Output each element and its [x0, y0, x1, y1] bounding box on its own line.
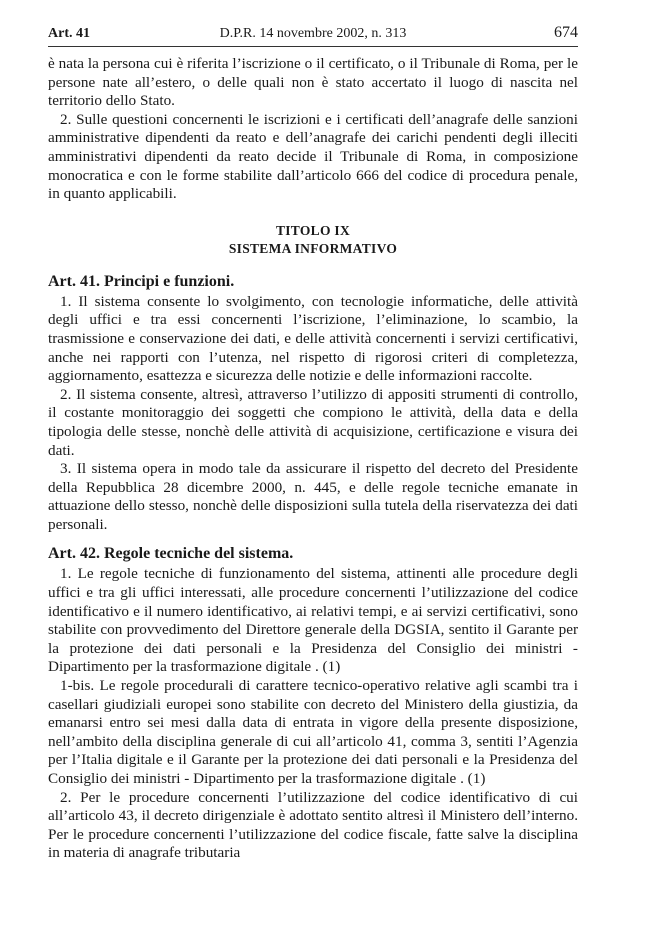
article-42-heading: Art. 42. Regole tecniche del sistema.	[48, 545, 294, 563]
header-article-ref: Art. 41	[48, 26, 90, 41]
document-body	[48, 55, 578, 863]
title-number: TITOLO IX	[275, 222, 351, 238]
article-41-paragraph-2: 2. Il sistema consente, altresì, attraverso l’utilizzo di appositi strumenti di controllo, il costante monitoraggio dei soggetti che compiono le attività, della data e della tipologia delle stesse, nonchè delle attività di acquisizione, certificazione e visura dei dati.	[48, 385, 578, 459]
article-42-paragraph-1-bis: 1-bis. Le regole procedurali di carattere tecnico-operativo relative agli scambi tra i casellari giudiziali europei sono stabilite con decreto del Ministero della giustizia, da emanarsi entro sei mesi dalla data di entrata in vigore della presente disposizione, nell’ambito della disciplina generale di cui all’articolo 41, comma 3, sentiti l’Agenzia per l’Italia digitale e il Garante per la protezione dei dati personali e la Presidenza del Consiglio dei ministri - Dipartimento per la trasformazione digitale . (1)	[48, 677, 578, 787]
document-page	[48, 24, 578, 863]
article-41-heading: Art. 41. Principi e funzioni.	[48, 272, 235, 290]
continuation-paragraph: è nata la persona cui è riferita l’iscrizione o il certificato, o il Tribunale di Roma, per le persone nate all’estero, o delle quali non è stato accertato il luogo di nascita nel territorio dello Stato.	[48, 55, 578, 110]
running-header	[48, 24, 578, 47]
continuation-paragraph: 2. Sulle questioni concernenti le iscrizioni e i certificati dell’anagrafe delle sanzioni amministrative dipendenti da reato e dell’anagrafe dei carichi pendenti degli illeciti amministrativi dipendenti da reato decide il Tribunale di Roma, in composizione monocratica e con le forme stabilite dall’articolo 666 del codice di procedura penale, in quanto applicabili.	[48, 110, 578, 203]
article-41-paragraph-3: 3. Il sistema opera in modo tale da assicurare il rispetto del decreto del Presidente della Repubblica 28 dicembre 2000, n. 445, e delle regole tecniche emanate in attuazione dello stesso, nonchè delle disposizioni sulla tutela della riservatezza dei dati personali.	[48, 460, 578, 533]
title-block	[48, 222, 578, 258]
article-42-paragraph-1: 1. Le regole tecniche di funzionamento del sistema, attinenti alle procedure degli uffici e tra gli uffici interessati, alle procedure concernenti l’utilizzazione del codice identificativo e il numero identificativo, ai relativi tempi, e ai servizi certificativi, sono stabilite con provvedimento del Direttore generale della DGSIA, sentito il Garante per la protezione dei dati personali e la Presidenza del Consiglio dei ministri - Dipartimento per la trasformazione digitale . (1)	[48, 565, 578, 676]
article-42-paragraph-2: 2. Per le procedure concernenti l’utilizzazione del codice identificativo di cui all’articolo 43, il decreto dirigenziale è adottato sentito altresì il Ministero dell’interno. Per le procedure concernenti l’utilizzazione del codice fiscale, fatte salve la disciplina in materia di anagrafe tributaria	[48, 788, 578, 862]
title-name: SISTEMA INFORMATIVO	[228, 240, 398, 256]
page-number: 674	[554, 24, 578, 41]
header-decree-title: D.P.R. 14 novembre 2002, n. 313	[219, 26, 407, 41]
article-41-paragraph-1: 1. Il sistema consente lo svolgimento, con tecnologie informatiche, delle attività degli uffici e tra essi concernenti l’iscrizione, l’eliminazione, lo scambio, la trasmissione e conservazione dei dati, e delle attività concernenti i servizi certificativi, anche nei rapporti con l’utenza, nel rispetto di rigorosi criteri di completezza, aggiornamento, esattezza e sicurezza delle notizie e delle informazioni raccolte.	[48, 292, 578, 385]
